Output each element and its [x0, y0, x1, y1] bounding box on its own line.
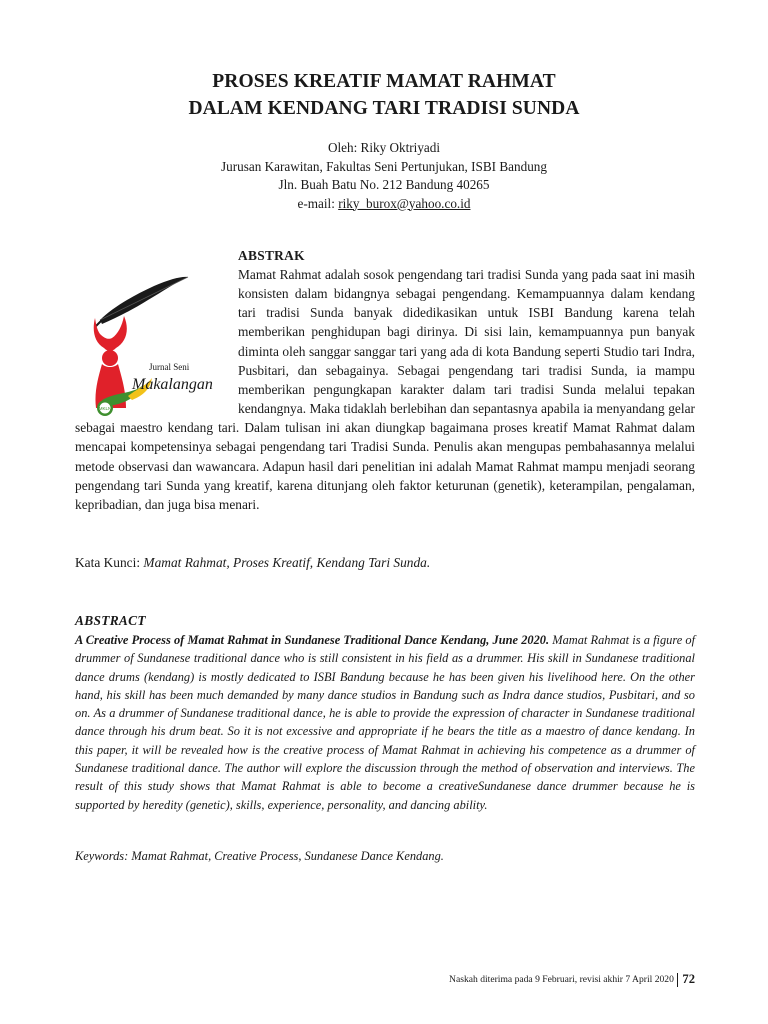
abstract-text: Mamat Rahmat is a figure of drummer of Sundanese traditional dance who is still consistent in his field as a drummer. His skill in Sundanese traditional dance drums (kendang) is mostly dedicated to ISBI Bandung because he has been given his livelihood here. On the other hand, his skill has been much demanded by many dance studios in Bandung such as Indra dance studios, Pusbitari, and so on. As a drummer of Sundanese traditional dance, he is able to provide the expression of character in Sundanese traditional dance through his drum beat. So it is not excessive and appropriate if he bears the title as a maestro of dance kendang. In this paper, it will be revealed how is the creative process of Mamat Rahmat in achieving his competence as a drummer of Sundanese traditional dance. The author will explore the discussion through the method of observation and interviews. The result of this study shows that Mamat Rahmat is able to become a creativeSundanese dance drummer because he is supported by heredity (genetic), skills, experience, personality, and dancing ability. [75, 633, 696, 812]
article-title [0, 68, 768, 122]
logo-float-space [75, 265, 238, 414]
kata-kunci-values: Mamat Rahmat, Proses Kreatif, Kendang Tari Sunda. [143, 555, 431, 570]
abstract-heading: ABSTRACT [75, 613, 146, 628]
keywords: Keywords: Mamat Rahmat, Creative Process, Sundanese Dance Kendang. [75, 849, 444, 863]
page-number: 72 [682, 972, 695, 986]
author-block [0, 139, 768, 213]
emblem-text: MKLN [98, 406, 112, 411]
abstract-section [75, 631, 695, 814]
logo-line-1: Jurnal Seni [149, 362, 190, 372]
logo-line-2: Makalangan [132, 376, 213, 393]
email-link[interactable]: riky_burox@yahoo.co.id [338, 195, 471, 211]
footer-divider [677, 973, 679, 987]
author-email-line [0, 195, 768, 214]
abstract-lead: A Creative Process of Mamat Rahmat in Sundanese Traditional Dance Kendang, June 2020. [75, 633, 550, 647]
email-label: e-mail: [297, 195, 339, 211]
title-line-1: PROSES KREATIF MAMAT RAHMAT [212, 71, 556, 92]
kata-kunci-label: Kata Kunci: [75, 555, 144, 570]
abstrak-heading: ABSTRAK [238, 248, 305, 263]
title-line-2: DALAM KENDANG TARI TRADISI SUNDA [188, 98, 580, 119]
author-byline: Oleh: Riky Oktriyadi [327, 140, 441, 155]
abstrak-text: Mamat Rahmat adalah sosok pengendang tari tradisi Sunda yang pada saat ini masih konsisten dalam bidangnya sebagai pengendang. Kemampuannya dalam kendang tari tradisi Sunda banyak didedikasikan untuk ISBI Bandung karena telah memberikan penghidupan bagi dirinya. Di sisi lain, kemampuannya pun banyak diminta oleh sanggar sanggar tari yang ada di kota Bandung seperti Studio tari Indra, Pusbitari, dan sebagainya. Sebagai pengendang tari tradisi Sunda, ia mampu memberikan pengungkapan karakter dalam tari tradisi Sunda melalui tepakan kendangnya. Maka tidaklah berlebihan dan sepantasnya apabila ia menyandang gelar sebagai maestro kendang tari. Dalam tulisan ini akan diungkap bagaimana proses kreatif Mamat Rahmat dalam mencapai kompetensinya sebagai pengendang tari Tradisi Sunda. Penulis akan mengupas pembahasannya melalui metode observasi dan wawancara. Adapun hasil dari penelitian ini adalah Mamat Rahmat mampu menjadi seorang pengendang tari Sunda yang kreatif, karena ditunjang oleh faktor keturunan (genetik), keterampilan, pengalaman, kepribadian, dan juga bisa menari. [75, 267, 695, 512]
author-affiliation: Jurusan Karawitan, Fakultas Seni Pertunjukan, ISBI Bandung [221, 158, 547, 174]
author-address: Jln. Buah Batu No. 212 Bandung 40265 [278, 177, 490, 192]
page-footer [449, 972, 695, 987]
footer-received: Naskah diterima pada 9 Februari, revisi akhir 7 April 2020 [449, 974, 674, 985]
abstrak-section [75, 265, 695, 514]
kata-kunci [75, 555, 695, 571]
